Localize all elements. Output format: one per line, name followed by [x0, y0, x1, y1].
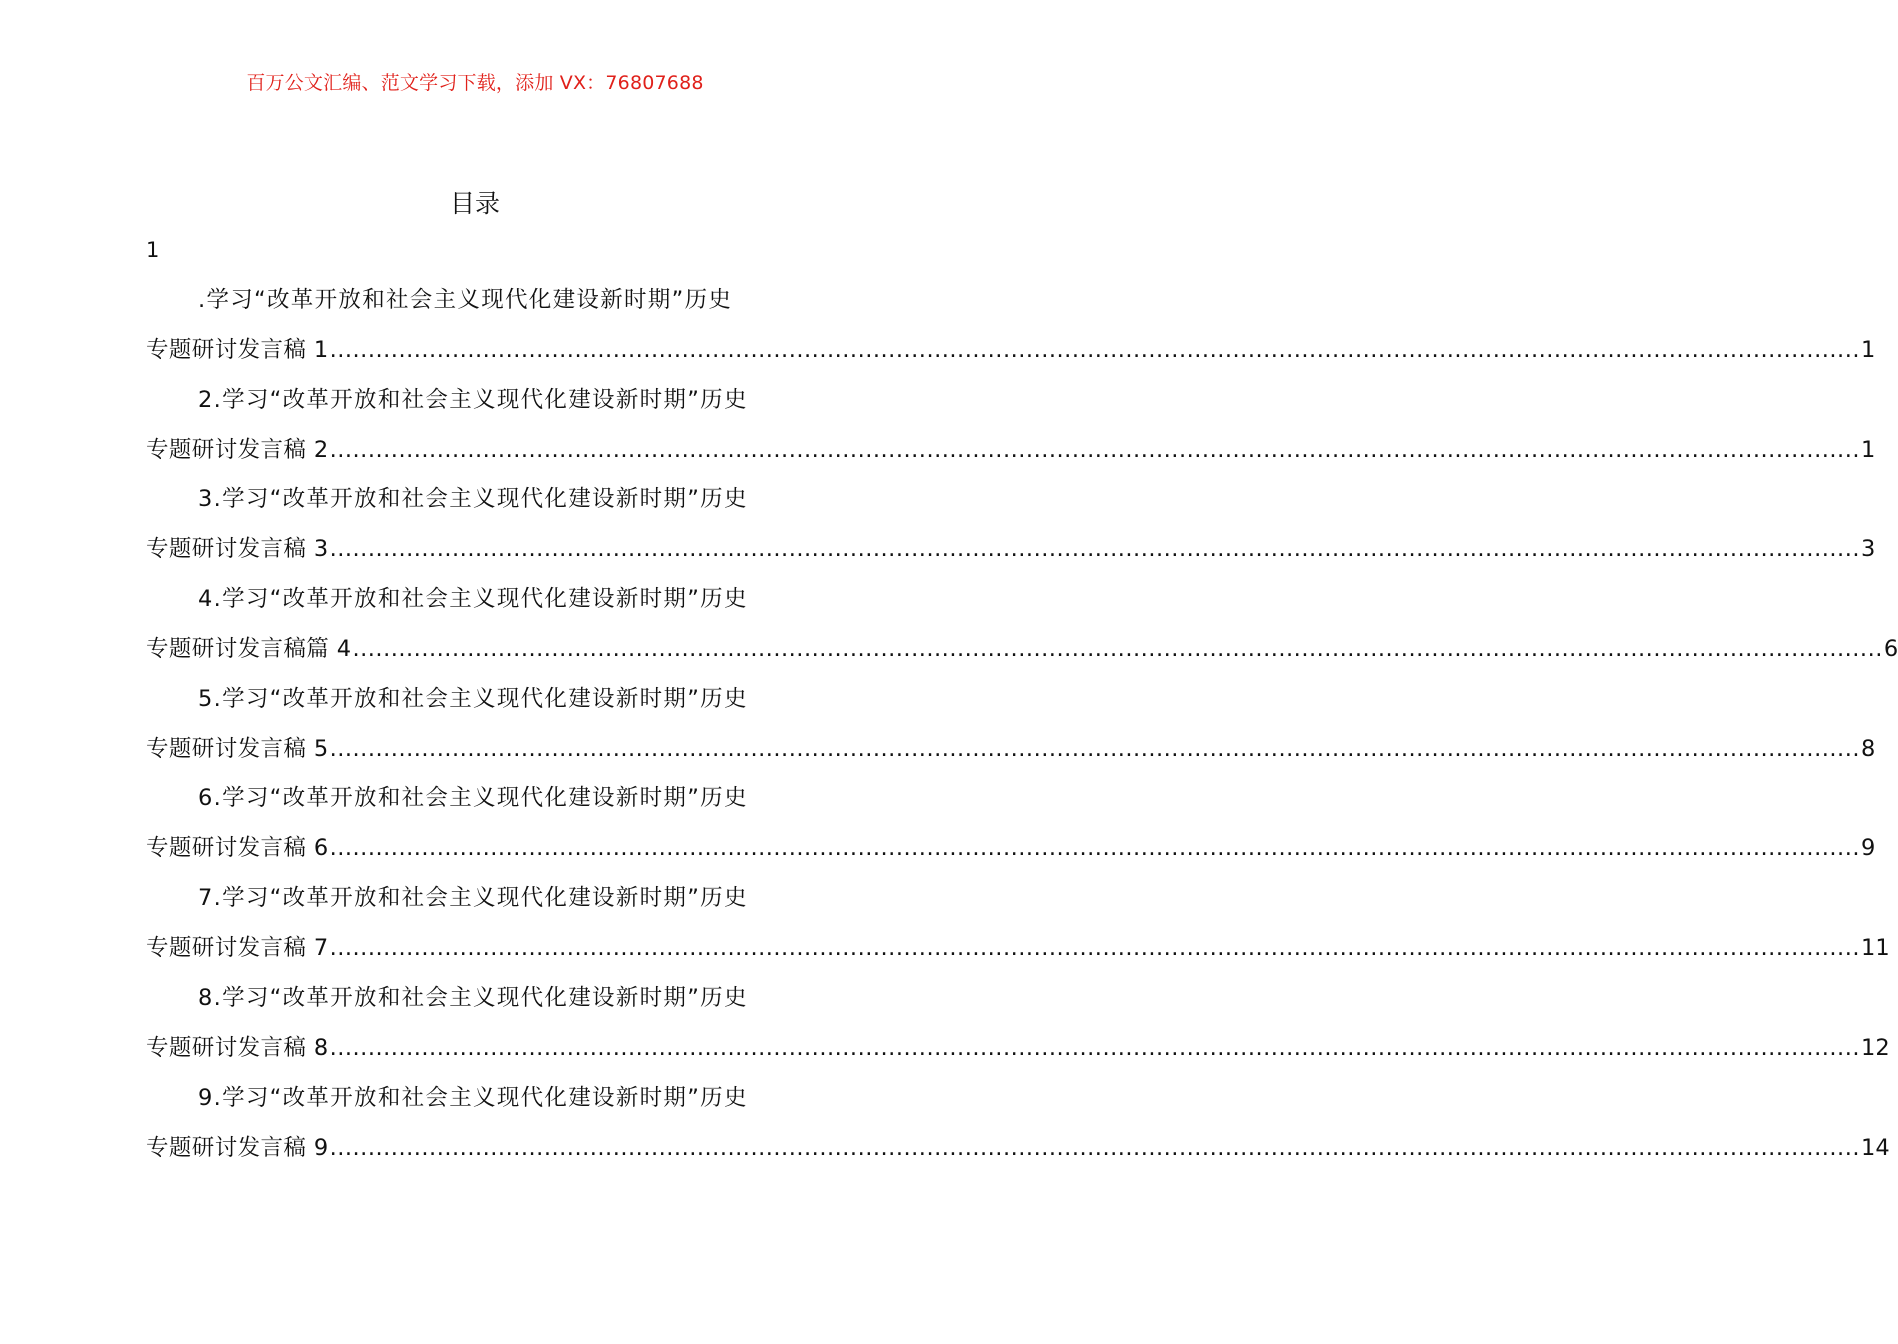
toc-entry-title: .学习“改革开放和社会主义现代化建设新时期”历史 — [198, 287, 733, 313]
toc-entry[interactable] — [146, 477, 1876, 577]
toc-entry-title: 6.学习“改革开放和社会主义现代化建设新时期”历史 — [198, 785, 748, 812]
toc-page-number: 1 — [1861, 436, 1876, 463]
stray-number: 1 — [146, 238, 160, 262]
toc-entry-title-cont: 专题研讨发言稿 1 — [146, 337, 329, 363]
toc-entry-title: 2.学习“改革开放和社会主义现代化建设新时期”历史 — [198, 386, 748, 413]
dot-leader: ........................................................................................................................................................................................................ — [329, 935, 1860, 962]
toc-entry[interactable] — [146, 278, 1876, 378]
toc-entry-title: 4.学习“改革开放和社会主义现代化建设新时期”历史 — [198, 586, 748, 613]
dot-leader: ........................................................................................................................................................................................................ — [329, 735, 1860, 762]
toc-entry-title-cont: 专题研讨发言稿 6 — [146, 835, 329, 862]
dot-leader: ........................................................................................................................................................................................................ — [329, 337, 1860, 363]
toc-entry-title: 8.学习“改革开放和社会主义现代化建设新时期”历史 — [198, 984, 748, 1011]
toc-list — [146, 278, 1898, 1175]
header-banner: 百万公文汇编、范文学习下载，添加 VX：76807688 — [246, 72, 704, 94]
toc-entry-title: 3.学习“改革开放和社会主义现代化建设新时期”历史 — [198, 486, 748, 513]
toc-entry[interactable] — [146, 577, 1898, 677]
toc-page-number: 8 — [1861, 735, 1876, 762]
dot-leader: ........................................................................................................................................................................................................ — [352, 636, 1883, 663]
toc-entry-title-cont: 专题研讨发言稿 7 — [146, 935, 329, 962]
toc-page-number: 6 — [1883, 636, 1898, 663]
toc-entry[interactable] — [146, 876, 1890, 976]
dot-leader: ........................................................................................................................................................................................................ — [329, 536, 1860, 563]
toc-page-number: 11 — [1861, 935, 1890, 962]
toc-entry[interactable] — [146, 976, 1890, 1076]
dot-leader: ........................................................................................................................................................................................................ — [329, 1134, 1860, 1161]
toc-entry-title: 5.学习“改革开放和社会主义现代化建设新时期”历史 — [198, 685, 748, 712]
toc-entry[interactable] — [146, 677, 1876, 777]
toc-entry[interactable] — [146, 1076, 1890, 1176]
toc-page-number: 12 — [1861, 1034, 1890, 1061]
toc-entry-title-cont: 专题研讨发言稿 2 — [146, 436, 329, 463]
toc-entry[interactable] — [146, 776, 1876, 876]
toc-entry-title-cont: 专题研讨发言稿篇 4 — [146, 636, 352, 663]
toc-page-number: 9 — [1861, 835, 1876, 862]
toc-page-number: 1 — [1861, 337, 1876, 363]
toc-title: 目录 — [449, 189, 500, 218]
dot-leader: ........................................................................................................................................................................................................ — [329, 835, 1860, 862]
toc-entry[interactable] — [146, 378, 1876, 478]
dot-leader: ........................................................................................................................................................................................................ — [329, 1034, 1860, 1061]
toc-entry-title-cont: 专题研讨发言稿 3 — [146, 536, 329, 563]
toc-entry-title-cont: 专题研讨发言稿 8 — [146, 1034, 329, 1061]
toc-entry-title-cont: 专题研讨发言稿 9 — [146, 1134, 329, 1161]
toc-page-number: 3 — [1861, 536, 1876, 563]
toc-page-number: 14 — [1861, 1134, 1890, 1161]
toc-entry-title-cont: 专题研讨发言稿 5 — [146, 735, 329, 762]
toc-entry-title: 7.学习“改革开放和社会主义现代化建设新时期”历史 — [198, 885, 748, 912]
dot-leader: ........................................................................................................................................................................................................ — [329, 436, 1860, 463]
toc-entry-title: 9.学习“改革开放和社会主义现代化建设新时期”历史 — [198, 1084, 748, 1111]
